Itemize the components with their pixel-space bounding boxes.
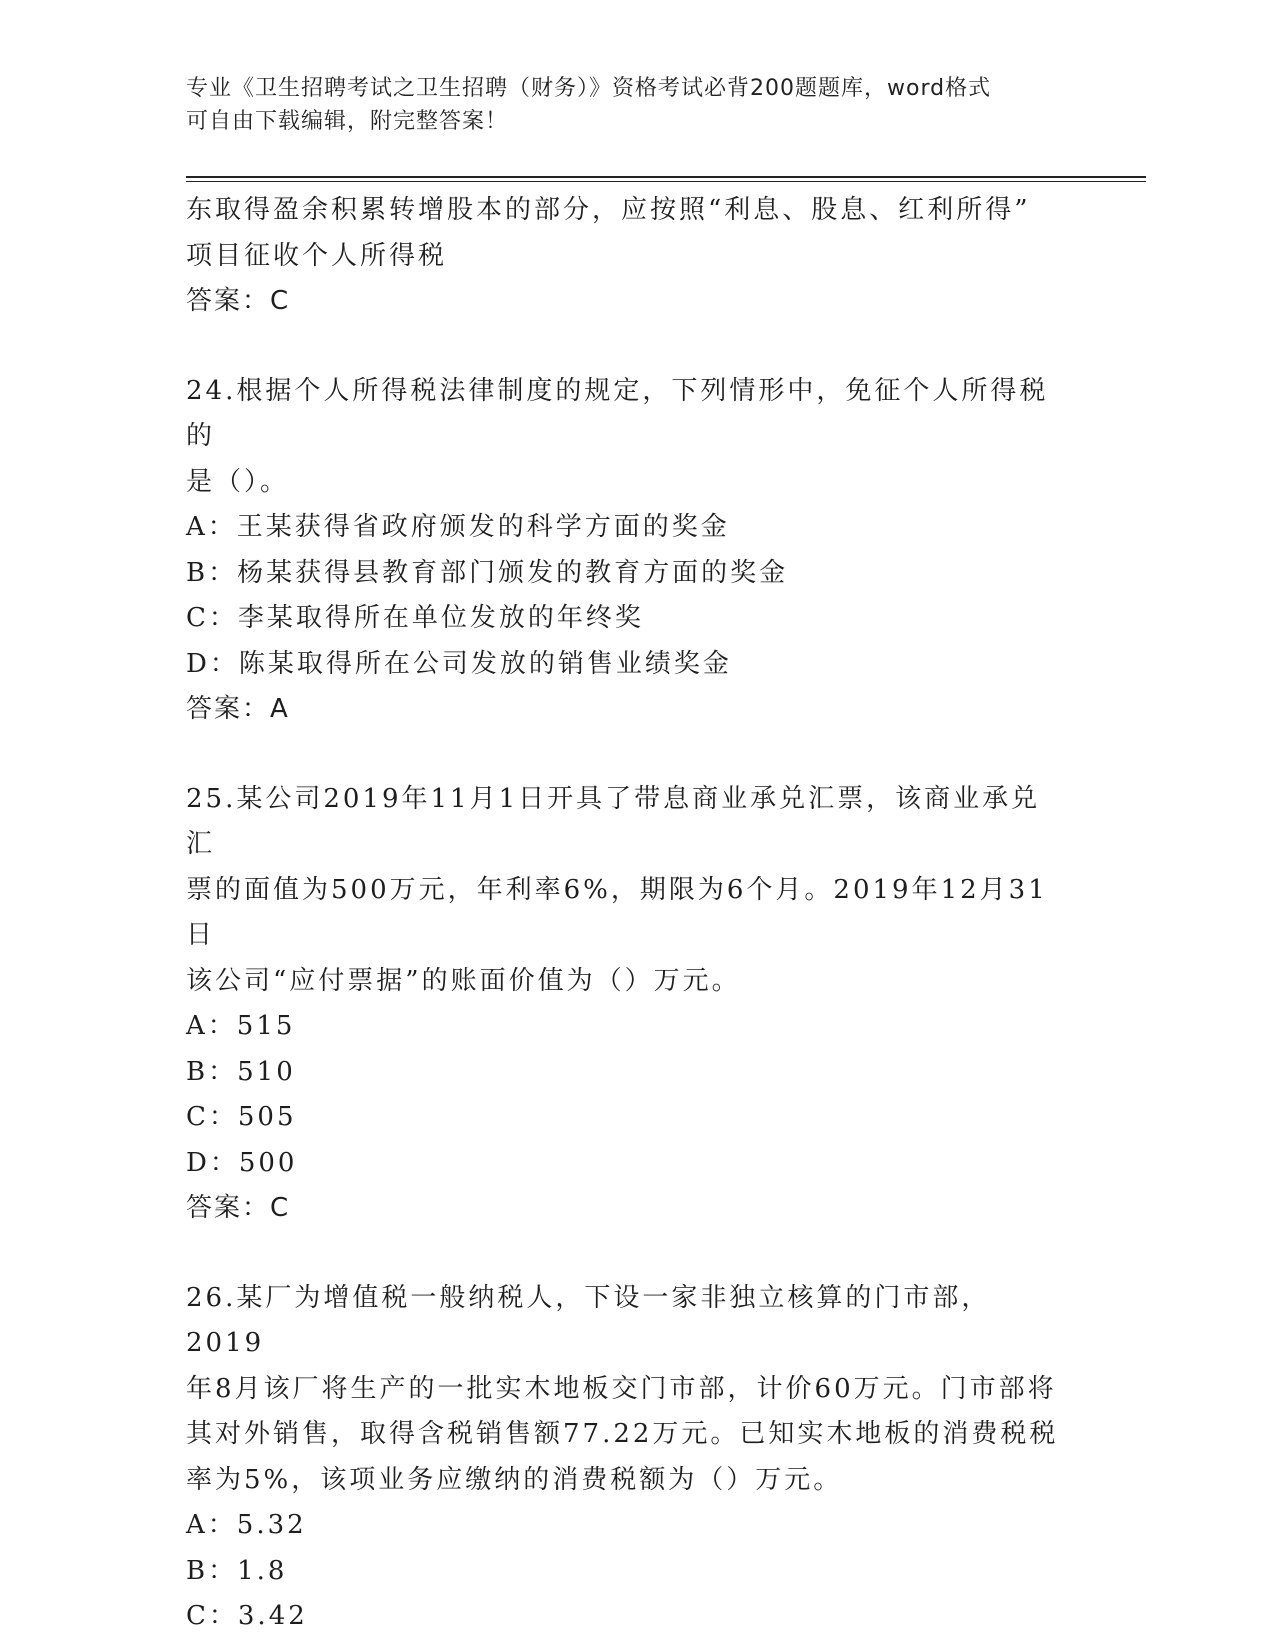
option-c: C：李某取得所在单位发放的年终奖 (186, 603, 644, 633)
question-text-line: 25.某公司2019年11月1日开具了带息商业承兑汇票，该商业承兑汇 (186, 783, 1041, 859)
question-text-line: 是（）。 (186, 466, 290, 497)
option-c: C：3.42 (186, 1601, 308, 1631)
question-23-continuation (186, 188, 1066, 325)
option-d: D：500 (186, 1147, 298, 1178)
header-line-1: 专业《卫生招聘考试之卫生招聘（财务）》资格考试必背200题题库，word格式 (186, 76, 992, 101)
option-a: A：王某获得省政府颁发的科学方面的奖金 (186, 512, 730, 542)
header-divider-thin (186, 181, 1146, 182)
question-24 (186, 369, 1066, 733)
question-text-line: 该公司“应付票据”的账面价值为（）万元。 (186, 965, 741, 996)
answer-line: 答案：A (186, 694, 290, 724)
question-text-line: 24.根据个人所得税法律制度的规定，下列情形中，免征个人所得税的 (186, 375, 1049, 451)
question-text-line: 其对外销售，取得含税销售额77.22万元。已知实木地板的消费税税 (186, 1419, 1059, 1449)
question-text-line: 率为5%，该项业务应缴纳的消费税额为（）万元。 (186, 1464, 843, 1495)
question-25 (186, 777, 1066, 1232)
question-text-line: 东取得盈余积累转增股本的部分，应按照“利息、股息、红利所得” (186, 195, 1031, 225)
document-body (186, 188, 1066, 1640)
option-c: C：505 (186, 1102, 297, 1132)
header-line-2: 可自由下载编辑，附完整答案！ (186, 109, 509, 134)
option-d: D：陈某取得所在公司发放的销售业绩奖金 (186, 648, 732, 679)
document-header (186, 72, 1066, 138)
question-text-line: 项目征收个人所得税 (186, 240, 448, 271)
option-b: B：1.8 (186, 1555, 288, 1586)
answer-line: 答案：C (186, 1193, 291, 1223)
question-text-line: 票的面值为500万元，年利率6%，期限为6个月。2019年12月31日 (186, 874, 1048, 950)
question-text-line: 26.某厂为增值税一般纳税人，下设一家非独立核算的门市部，2019 (186, 1282, 991, 1358)
option-a: A：515 (186, 1011, 296, 1041)
question-26 (186, 1276, 1066, 1640)
header-divider-thick (186, 176, 1146, 178)
option-b: B：杨某获得县教育部门颁发的教育方面的奖金 (186, 557, 789, 588)
answer-line: 答案：C (186, 286, 291, 316)
question-text-line: 年8月该厂将生产的一批实木地板交门市部，计价60万元。门市部将 (186, 1373, 1057, 1404)
option-b: B：510 (186, 1056, 296, 1087)
option-a: A：5.32 (186, 1510, 307, 1540)
